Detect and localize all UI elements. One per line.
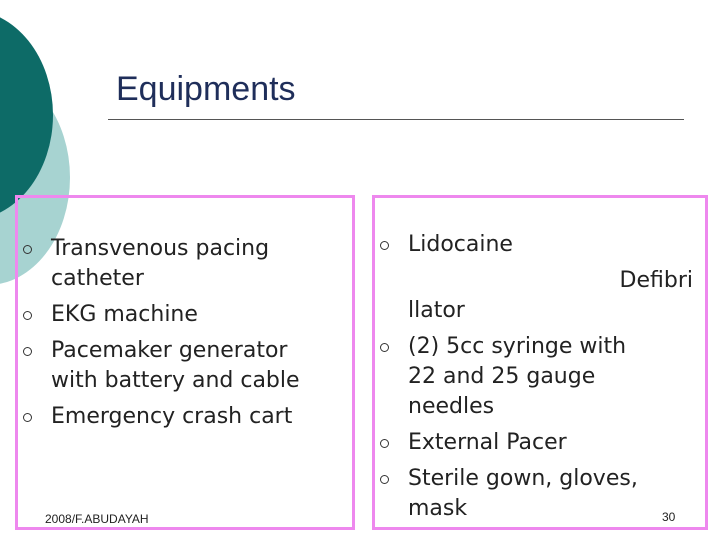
hollow-bullet-icon [23,413,32,422]
list-item-text: Sterile gown, gloves, mask [408,466,638,521]
list-item-text: Transvenous pacing catheter [51,236,270,291]
right-bullet-list [375,230,703,530]
page-number: 30 [662,510,676,524]
right-content-box [372,195,708,530]
list-item-text: (2) 5cc syringe with 22 and 25 gauge needles [408,334,627,419]
left-content-box [15,195,355,530]
list-item-text: Defibri [619,268,693,293]
hollow-bullet-icon [380,241,389,250]
hollow-bullet-icon [380,343,389,352]
list-item [18,402,348,432]
list-item [375,464,703,524]
hollow-bullet-icon [23,311,32,320]
list-item-text: llator [408,298,465,323]
list-item-text: External Pacer [408,430,567,455]
hollow-bullet-icon [23,347,32,356]
list-item-text: EKG machine [51,302,198,327]
list-item-text: Pacemaker generator with battery and cable [51,338,300,393]
title-underline [108,119,684,120]
left-bullet-list [18,234,348,438]
hollow-bullet-icon [23,245,32,254]
list-item [18,300,348,330]
list-item [18,336,348,396]
list-item [375,230,703,326]
footer-author: 2008/F.ABUDAYAH [45,512,149,526]
list-item [375,332,703,422]
list-item-text: Lidocaine [408,232,513,257]
list-item-text: Emergency crash cart [51,404,293,429]
hollow-bullet-icon [380,439,389,448]
list-item [375,428,703,458]
slide-title: Equipments [116,70,296,108]
list-item [18,234,348,294]
hollow-bullet-icon [380,475,389,484]
